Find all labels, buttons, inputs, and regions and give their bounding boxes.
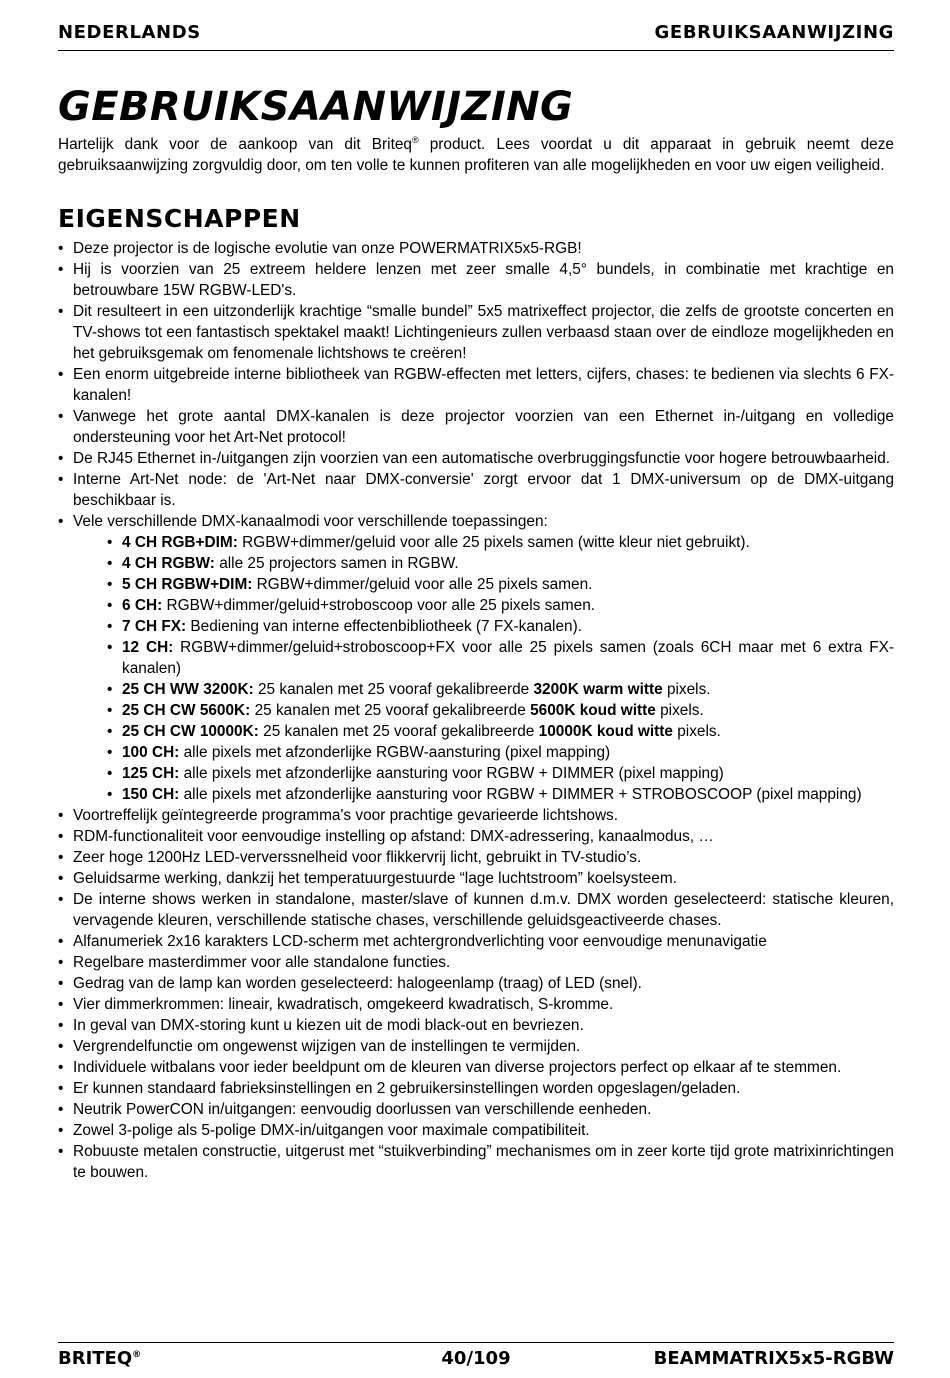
registered-mark: ® [411,134,419,145]
mode-text: alle pixels met afzonderlijke aansturing voor RGBW + DIMMER + STROBOSCOOP (pixel mapping) [179,786,862,803]
mode-text: alle pixels met afzonderlijke aansturing voor RGBW + DIMMER (pixel mapping) [179,765,724,782]
mode-label: 150 CH: [122,786,180,803]
section-title: EIGENSCHAPPEN [58,204,301,233]
mode-item [107,679,894,700]
page-title: GEBRUIKSAANWIJZING [58,84,574,130]
mode-text: 25 kanalen met 25 vooraf gekalibreerde [250,702,531,719]
mode-text: alle pixels met afzonderlijke RGBW-aansturing (pixel mapping) [179,744,611,761]
feature-item: • Deze projector is de logische evolutie van onze POWERMATRIX5x5-RGB! [58,238,894,259]
feature-item: • Dit resulteert in een uitzonderlijk krachtige “smalle bundel” 5x5 matrixeffect projector, die zelfs de grootste concerten en TV-shows tot een fantastisch spektakel maakt! Lichtingenieurs zullen verbaasd staan over de eindloze mogelijkheden en het gebruiksgemak om fenomenale lichtshows te creëren! [58,301,894,364]
mode-label: 5 CH RGBW+DIM: [122,576,253,593]
mode-item [107,616,894,637]
mode-text: RGBW+dimmer/geluid+stroboscoop voor alle 25 pixels samen. [162,597,596,614]
mode-item [107,721,894,742]
feature-item: • Robuuste metalen constructie, uitgerust met “stuikverbinding” mechanismes om in zeer korte tijd grote matrixinrichtingen te bouwen. [58,1141,894,1183]
page-number: 40/109 [441,1348,511,1369]
intro-paragraph [58,134,894,176]
feature-item: • Er kunnen standaard fabrieksinstellingen en 2 gebruikersinstellingen worden opgeslagen/geladen. [58,1078,894,1099]
mode-item [107,595,894,616]
mode-item [107,574,894,595]
features-list [58,238,894,1183]
feature-item: • Vier dimmerkrommen: lineair, kwadratisch, omgekeerd kwadratisch, S-kromme. [58,994,894,1015]
mode-item [107,700,894,721]
mode-label: 25 CH WW 3200K: [122,681,254,698]
mode-emphasis: 5600K koud witte [530,702,656,719]
header-doc-title: GEBRUIKSAANWIJZING [654,22,894,43]
mode-label: 12 CH: [122,639,174,656]
footer-model: BEAMMATRIX5x5-RGBW [653,1348,894,1369]
mode-text: RGBW+dimmer/geluid voor alle 25 pixels samen (witte kleur niet gebruikt). [237,534,750,551]
feature-item: • Interne Art-Net node: de 'Art-Net naar DMX-conversie' zorgt ervoor dat 1 DMX-universum op de DMX-uitgang beschikbaar is. [58,469,894,511]
feature-item: • Voortreffelijk geïntegreerde programma's voor prachtige gevarieerde lichtshows. [58,805,894,826]
feature-item: • Individuele witbalans voor ieder beeldpunt om de kleuren van diverse projectors perfect op elkaar af te stemmen. [58,1057,894,1078]
feature-item: • Hij is voorzien van 25 extreem heldere lenzen met zeer smalle 4,5° bundels, in combinatie met krachtige en betrouwbare 15W RGBW-LED's. [58,259,894,301]
mode-item [107,553,894,574]
page-header [58,22,894,51]
mode-label: 100 CH: [122,744,180,761]
feature-item: • Vanwege het grote aantal DMX-kanalen is deze projector voorzien van een Ethernet in-/uitgang en volledige ondersteuning voor het Art-Net protocol! [58,406,894,448]
feature-item: • Alfanumeriek 2x16 karakters LCD-scherm met achtergrondverlichting voor eenvoudige menunavigatie [58,931,894,952]
feature-item: • Zowel 3-polige als 5-polige DMX-in/uitgangen voor maximale compatibiliteit. [58,1120,894,1141]
mode-label: 25 CH CW 5600K: [122,702,251,719]
feature-item: • In geval van DMX-storing kunt u kiezen uit de modi black-out en bevriezen. [58,1015,894,1036]
page-content [58,82,894,1183]
intro-text-start: Hartelijk dank voor de aankoop van dit Briteq [58,136,412,153]
mode-label: 6 CH: [122,597,163,614]
feature-item: • Geluidsarme werking, dankzij het temperatuurgestuurde “lage luchtstroom” koelsysteem. [58,868,894,889]
mode-emphasis: 3200K warm witte [533,681,663,698]
feature-item: • Zeer hoge 1200Hz LED-ververssnelheid voor flikkervrij licht, gebruikt in TV-studio’s. [58,847,894,868]
mode-emphasis: 10000K koud witte [538,723,673,740]
feature-item: • Gedrag van de lamp kan worden geselecteerd: halogeenlamp (traag) of LED (snel). [58,973,894,994]
feature-item: • De RJ45 Ethernet in-/uitgangen zijn voorzien van een automatische overbruggingsfunctie voor hogere betrouwbaarheid. [58,448,894,469]
dmx-modes-intro: Vele verschillende DMX-kanaalmodi voor verschillende toepassingen: [73,513,548,530]
feature-item: • Een enorm uitgebreide interne bibliotheek van RGBW-effecten met letters, cijfers, chases: te bedienen via slechts 6 FX-kanalen! [58,364,894,406]
mode-label: 25 CH CW 10000K: [122,723,259,740]
feature-item: • Vergrendelfunctie om ongewenst wijzigen van de instellingen te vermijden. [58,1036,894,1057]
mode-label: 4 CH RGB+DIM: [122,534,238,551]
mode-text: RGBW+dimmer/geluid voor alle 25 pixels samen. [252,576,593,593]
mode-item [107,763,894,784]
mode-label: 7 CH FX: [122,618,187,635]
feature-item: • RDM-functionaliteit voor eenvoudige instelling op afstand: DMX-adressering, kanaalmodus, … [58,826,894,847]
mode-label: 4 CH RGBW: [122,555,215,572]
mode-item [107,532,894,553]
mode-text: alle 25 projectors samen in RGBW. [214,555,459,572]
header-language: NEDERLANDS [58,22,201,43]
mode-label: 125 CH: [122,765,180,782]
feature-item: • Regelbare masterdimmer voor alle standalone functies. [58,952,894,973]
brand-name: BRITEQ [58,1348,133,1369]
intro-text-end: product. Lees voordat u dit apparaat in gebruik neemt deze gebruiksaanwijzing zorgvuldig door, om ten volle te kunnen profiteren van alle mogelijkheden en voor uw eigen veiligheid. [58,136,894,174]
feature-item-dmx-modes [58,511,894,805]
feature-item: • De interne shows werken in standalone, master/slave of kunnen d.m.v. DMX worden geselecteerd: statische kleuren, vervagende kleuren, verschillende statische chases, verschillende geluidsgeactiveerde chases. [58,889,894,931]
registered-mark: ® [132,1350,142,1360]
mode-text: RGBW+dimmer/geluid+stroboscoop+FX voor alle 25 pixels samen (zoals 6CH maar met 6 extra FX-kanalen) [122,639,895,677]
mode-item [107,637,894,679]
mode-tail: pixels. [655,702,704,719]
mode-tail: pixels. [672,723,721,740]
mode-tail: pixels. [662,681,711,698]
mode-text: Bediening van interne effectenbibliotheek (7 FX-kanalen). [186,618,582,635]
mode-item [107,784,894,805]
dmx-modes-list [73,532,894,805]
page-footer [58,1342,894,1373]
feature-item: • Neutrik PowerCON in/uitgangen: eenvoudig doorlussen van verschillende eenheden. [58,1099,894,1120]
mode-text: 25 kanalen met 25 vooraf gekalibreerde [258,723,539,740]
mode-text: 25 kanalen met 25 vooraf gekalibreerde [253,681,534,698]
mode-item [107,742,894,763]
